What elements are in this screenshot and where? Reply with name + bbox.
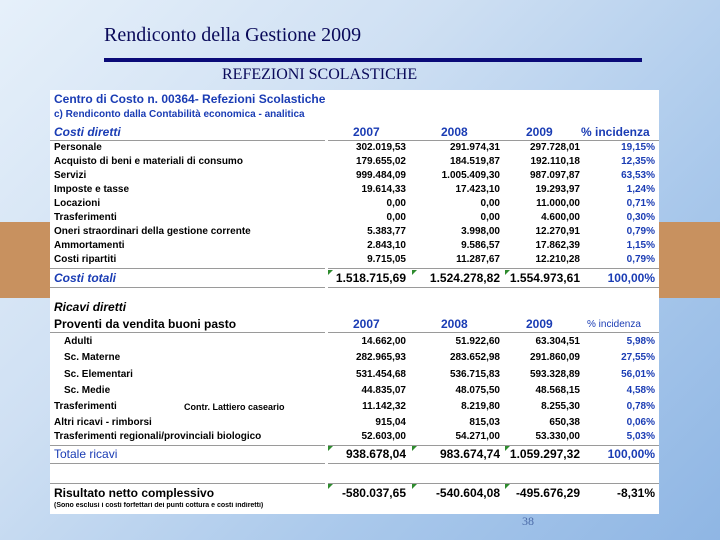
row-label: Locazioni — [54, 198, 101, 209]
value-2007: 0,00 — [386, 212, 406, 223]
row-label: Acquisto di beni e materiali di consumo — [54, 156, 243, 167]
sheet-heading-row — [50, 92, 659, 106]
value-2008: 536.715,83 — [449, 369, 500, 380]
value-pct: 4,58% — [626, 385, 655, 396]
value-pct: 56,01% — [621, 369, 655, 380]
costs-total-2007: 1.518.715,69 — [335, 271, 406, 285]
row-label: Trasferimenti — [54, 401, 117, 412]
right-accent-band — [659, 222, 720, 298]
revenue-header-row — [50, 317, 659, 331]
value-2007: 531.454,68 — [355, 369, 406, 380]
row-note: Contr. Lattiero caseario — [184, 402, 285, 412]
sheet-heading: Centro di Costo n. 00364- Refezioni Scolastiche — [54, 92, 326, 106]
table-row — [50, 254, 659, 268]
revenue-total-label: Totale ricavi — [54, 447, 118, 461]
value-2008: 54.271,00 — [455, 431, 500, 442]
row-label: Adulti — [64, 336, 93, 347]
value-pct: 0,71% — [626, 198, 655, 209]
result-pct: -8,31% — [616, 486, 655, 500]
value-pct: 19,15% — [621, 142, 655, 153]
revenue-section-label: Proventi da vendita buoni pasto — [54, 317, 237, 331]
slide-title: Rendiconto della Gestione 2009 — [104, 24, 362, 46]
costs-col-2007: 2007 — [353, 125, 380, 139]
value-pct: 5,98% — [626, 336, 655, 347]
costs-col-2009: 2009 — [526, 125, 553, 139]
value-pct: 0,06% — [626, 417, 655, 428]
result-2009: -495.676,29 — [515, 486, 580, 500]
value-2009: 192.110,18 — [530, 156, 580, 167]
table-row — [50, 170, 659, 184]
value-2009: 297.728,01 — [529, 142, 580, 153]
row-label: Sc. Medie — [64, 385, 111, 396]
value-2009: 17.862,39 — [535, 240, 580, 251]
value-2008: 11.287,67 — [456, 254, 500, 265]
row-label: Trasferimenti regionali/provinciali biologico — [54, 431, 262, 442]
costs-total-row — [50, 271, 659, 287]
table-row — [50, 369, 659, 383]
spreadsheet-table — [50, 90, 659, 514]
value-2008: 0,00 — [480, 198, 500, 209]
value-2008: 9.586,57 — [461, 240, 500, 251]
value-2008: 184.519,87 — [449, 156, 500, 167]
costs-total-2008: 1.524.278,82 — [429, 271, 500, 285]
value-2007: 9.715,05 — [367, 254, 406, 265]
table-row — [50, 198, 659, 212]
costs-total-divider — [50, 268, 659, 269]
table-row — [50, 336, 659, 350]
table-row — [50, 226, 659, 240]
slide-subtitle: REFEZIONI SCOLASTICHE — [222, 66, 418, 83]
value-2008: 48.075,50 — [455, 385, 500, 396]
value-2007: 282.965,93 — [355, 352, 406, 363]
value-2007: 179.655,02 — [355, 156, 406, 167]
revenue-header-divider — [50, 332, 659, 333]
page-number: 38 — [522, 514, 534, 528]
row-label: Altri ricavi - rimborsi — [54, 417, 152, 428]
table-row — [50, 352, 659, 366]
revenue-label: Ricavi diretti — [54, 300, 127, 314]
value-2007: 11.142,32 — [362, 401, 406, 412]
value-2008: 3.998,00 — [461, 226, 500, 237]
revenue-col-pct: % incidenza — [587, 319, 641, 330]
column-gap — [325, 123, 328, 514]
value-2009: 12.270,91 — [535, 226, 580, 237]
value-2009: 291.860,09 — [529, 352, 580, 363]
value-pct: 63,53% — [621, 170, 655, 181]
revenue-total-2009: 1.059.297,32 — [509, 447, 580, 461]
value-2008: 8.219,80 — [461, 401, 500, 412]
value-2008: 815,03 — [469, 417, 500, 428]
result-label: Risultato netto complessivo — [54, 486, 215, 500]
value-2008: 1.005.409,30 — [441, 170, 500, 181]
value-2009: 53.330,00 — [535, 431, 580, 442]
value-2008: 0,00 — [480, 212, 500, 223]
costs-col-pct: % incidenza — [581, 125, 650, 139]
table-row — [50, 240, 659, 254]
result-note-row — [50, 502, 659, 512]
revenue-total-row — [50, 447, 659, 463]
revenue-total-2008: 983.674,74 — [439, 447, 500, 461]
row-label: Oneri straordinari della gestione corrente — [54, 226, 251, 237]
value-2007: 999.484,09 — [355, 170, 406, 181]
table-row — [50, 401, 659, 415]
value-2007: 0,00 — [386, 198, 406, 209]
revenue-total-divider — [50, 445, 659, 446]
value-2009: 48.568,15 — [535, 385, 580, 396]
value-2009: 63.304,51 — [535, 336, 580, 347]
result-2008: -540.604,08 — [435, 486, 500, 500]
value-2008: 283.652,98 — [449, 352, 500, 363]
table-row — [50, 431, 659, 445]
revenue-col-2007: 2007 — [353, 317, 380, 331]
costs-col-2008: 2008 — [441, 125, 468, 139]
costs-total-bottom-divider — [50, 287, 659, 288]
costs-label: Costi diretti — [54, 125, 121, 139]
value-pct: 1,24% — [626, 184, 655, 195]
costs-total-label: Costi totali — [54, 271, 116, 285]
value-2008: 51.922,60 — [455, 336, 500, 347]
result-top-divider — [50, 483, 659, 484]
left-accent-band — [0, 222, 50, 298]
title-underline — [104, 58, 642, 62]
value-pct: 5,03% — [626, 431, 655, 442]
value-2009: 8.255,30 — [541, 401, 580, 412]
value-2007: 915,04 — [375, 417, 406, 428]
value-2008: 17.423,10 — [455, 184, 500, 195]
value-2007: 5.383,77 — [367, 226, 406, 237]
value-2007: 302.019,53 — [355, 142, 406, 153]
costs-header-divider — [50, 140, 659, 141]
value-2007: 19.614,33 — [361, 184, 406, 195]
table-row — [50, 156, 659, 170]
table-row — [50, 385, 659, 399]
revenue-total-pct: 100,00% — [607, 447, 655, 461]
row-label: Costi ripartiti — [54, 254, 117, 265]
value-2009: 19.293,97 — [535, 184, 580, 195]
row-label: Servizi — [54, 170, 87, 181]
value-2009: 12.210,28 — [535, 254, 580, 265]
row-label: Sc. Elementari — [64, 369, 133, 380]
value-2009: 11.000,00 — [536, 198, 580, 209]
costs-header-row — [50, 125, 659, 139]
revenue-title-row — [50, 300, 659, 314]
row-label: Ammortamenti — [54, 240, 125, 251]
value-2007: 52.603,00 — [361, 431, 406, 442]
value-pct: 27,55% — [621, 352, 655, 363]
value-2009: 593.328,89 — [529, 369, 580, 380]
row-label: Trasferimenti — [54, 212, 117, 223]
value-2007: 2.843,10 — [367, 240, 406, 251]
row-label: Sc. Materne — [64, 352, 121, 363]
revenue-col-2008: 2008 — [441, 317, 468, 331]
value-2009: 650,38 — [549, 417, 580, 428]
revenue-total-2007: 938.678,04 — [345, 447, 406, 461]
result-note: (Sono esclusi i costi forfettari dei punti cottura e costi indiretti) — [54, 502, 264, 509]
value-pct: 0,79% — [626, 254, 655, 265]
table-row — [50, 212, 659, 226]
row-label: Personale — [54, 142, 102, 153]
value-2008: 291.974,31 — [449, 142, 500, 153]
value-2007: 14.662,00 — [361, 336, 406, 347]
value-pct: 0,78% — [626, 401, 655, 412]
value-pct: 0,30% — [626, 212, 655, 223]
value-2007: 44.835,07 — [361, 385, 406, 396]
row-label: Imposte e tasse — [54, 184, 130, 195]
sheet-subheading-row — [50, 109, 659, 121]
result-row — [50, 486, 659, 502]
revenue-col-2009: 2009 — [526, 317, 553, 331]
result-2007: -580.037,65 — [341, 486, 406, 500]
revenue-total-bottom-divider — [50, 463, 659, 464]
value-2009: 4.600,00 — [541, 212, 580, 223]
costs-total-pct: 100,00% — [607, 271, 655, 285]
table-row — [50, 184, 659, 198]
value-pct: 0,79% — [626, 226, 655, 237]
costs-total-2009: 1.554.973,61 — [509, 271, 580, 285]
table-row — [50, 142, 659, 156]
sheet-subheading: c) Rendiconto dalla Contabilità economica - analitica — [54, 109, 305, 120]
table-row — [50, 417, 659, 431]
value-pct: 12,35% — [621, 156, 655, 167]
value-2009: 987.097,87 — [529, 170, 580, 181]
value-pct: 1,15% — [626, 240, 655, 251]
